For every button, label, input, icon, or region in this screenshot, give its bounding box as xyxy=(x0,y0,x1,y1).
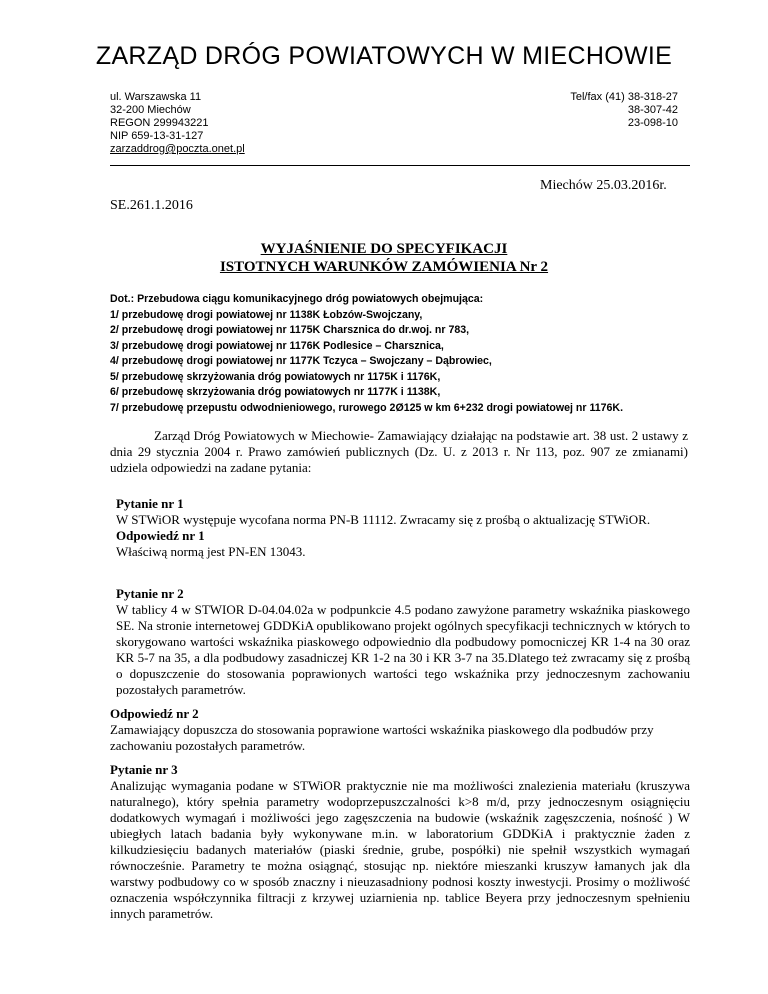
answer-2-label: Odpowiedź nr 2 xyxy=(110,706,199,721)
header-divider xyxy=(110,165,690,166)
question-3-text: Analizując wymagania podane w STWiOR praktycznie nie ma możliwości znalezienia materiału (kruszywa naturalnego), który spełnia parametry wodoprzepuszczalności k>8 m/d, przy jednoczesnym osiągnięciu dodatkowych wymagań i możliwości jego zagęszczenia na budowie (wskaźnik zagęszczenia, nośność ) W ubiegłych latach badania były wykonywane m.in. w laboratorium GDDKiA i praktycznie żaden z kilkudziesięciu badanych materiałów (piaski średnie, grube, pospółki) nie spełnił wszystkich wymagań równocześnie. Parametry te można osiągnąć, stosując np. niektóre mieszanki kruszyw łamanych jak dla warstwy podbudowy co w sposób znaczny i nieuzasadniony podnosi koszty inwestycji. Prosimy o możliwość oznaczenia współczynnika filtracji z krzywej uziarnienia np. tablice Beyera przy jednoczesnym spełnieniu innych parametrów. xyxy=(110,778,690,921)
intro-paragraph xyxy=(110,428,688,476)
address-regon: REGON 299943221 xyxy=(110,117,209,129)
subject-line: 4/ przebudowę drogi powiatowej nr 1177K Tczyca – Swojczany – Dąbrowiec, xyxy=(110,355,492,367)
subject-line: 5/ przebudowę skrzyżowania dróg powiatowych nr 1175K i 1176K, xyxy=(110,370,441,383)
subject-line: Dot.: Przebudowa ciągu komunikacyjnego dróg powiatowych obejmująca: xyxy=(110,293,484,305)
address-street: ul. Warszawska 11 xyxy=(110,91,202,103)
question-3-label: Pytanie nr 3 xyxy=(110,762,178,777)
question-2-block xyxy=(116,586,690,698)
subject-line: 6/ przebudowę skrzyżowania dróg powiatowych nr 1177K i 1138K, xyxy=(110,386,441,398)
phone-line-3: 23-098-10 xyxy=(627,117,678,129)
question-1-label: Pytanie nr 1 xyxy=(116,496,184,511)
question-1-block xyxy=(116,496,664,560)
question-2-text: W tablicy 4 w STWIOR D-04.04.02a w podpunkcie 4.5 podano zawyżone parametry wskaźnika piaskowego SE. Na stronie internetowej GDDKiA opublikowano projekt ogólnych specyfikacji technicznych w których to skorygowano wartości wskaźnika piaskowego odpowiednio dla podbudowy pomocniczej KR 1-4 na 30 oraz KR 5-7 na 35, a dla podbudowy zasadniczej KR 1-2 na 30 i KR 3-7 na 35.Dlatego też zwracamy się z prośbą o dopuszczenie do stosowania poprawionych wartości tego wskaźnika przy jednoczesnym zachowaniu pozostałych parametrów. xyxy=(116,602,690,697)
subject-line: 3/ przebudowę drogi powiatowej nr 1176K Podlesice – Charsznica, xyxy=(110,339,444,352)
answer-1-label: Odpowiedź nr 1 xyxy=(116,528,205,543)
subject-line: 1/ przebudowę drogi powiatowej nr 1138K Łobzów-Swojczany, xyxy=(110,308,423,321)
address-nip: NIP 659-13-31-127 xyxy=(110,130,204,142)
heading-line-1: WYJAŚNIENIE DO SPECYFIKACJI xyxy=(260,241,508,257)
answer-2-text: Zamawiający dopuszcza do stosowania poprawione wartości wskaźnika piaskowego dla podbudów przy zachowaniu pozostałych parametrów. xyxy=(110,722,654,753)
intro-text: Zarząd Dróg Powiatowych w Miechowie- Zamawiający działając na podstawie art. 38 ust. 2 ustawy z dnia 29 stycznia 2004 r. Prawo zamówień publicznych (Dz. U. z 2013 r. Nr 113, poz. 907 ze zmianami) udziela odpowiedzi na zadane pytania: xyxy=(110,428,688,475)
address-city: 32-200 Miechów xyxy=(110,104,191,116)
subject-line: 7/ przebudowę przepustu odwodnieniowego, rurowego 2Ø125 w km 6+232 drogi powiatowej nr 1176K. xyxy=(110,401,624,414)
reference-number: SE.261.1.2016 xyxy=(110,198,193,213)
answer-2-block xyxy=(110,706,690,754)
phone-block xyxy=(570,91,678,130)
phone-line-2: 38-307-42 xyxy=(627,104,678,116)
subject-line: 2/ przebudowę drogi powiatowej nr 1175K Charsznica do dr.woj. nr 783, xyxy=(110,324,470,336)
question-1-text: W STWiOR występuje wycofana norma PN-B 11112. Zwracamy się z prośbą o aktualizację STWiOR. xyxy=(116,512,651,527)
heading-line-2: ISTOTNYCH WARUNKÓW ZAMÓWIENIA Nr 2 xyxy=(219,259,549,275)
subject-block xyxy=(110,292,710,416)
document-date: Miechów 25.03.2016r. xyxy=(540,178,667,193)
address-block xyxy=(110,91,245,156)
document-heading xyxy=(0,240,768,276)
organization-title: ZARZĄD DRÓG POWIATOWYCH W MIECHOWIE xyxy=(95,42,673,70)
question-3-block xyxy=(110,762,690,922)
question-2-label: Pytanie nr 2 xyxy=(116,586,184,601)
email-link[interactable]: zarzaddrog@poczta.onet.pl xyxy=(110,143,245,155)
phone-line-1: Tel/fax (41) 38-318-27 xyxy=(570,91,678,103)
answer-1-text: Właściwą normą jest PN-EN 13043. xyxy=(116,544,306,559)
